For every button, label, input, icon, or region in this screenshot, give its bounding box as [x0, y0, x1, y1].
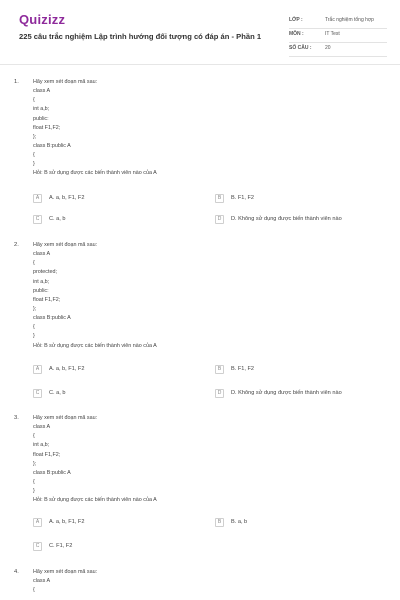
- question-text: [33, 414, 373, 505]
- question-line: int a,b;: [33, 442, 50, 449]
- option-text: C. F1, F2: [49, 543, 73, 549]
- question-text: [33, 568, 373, 595]
- option-text: A. a, b, F1, F2: [49, 195, 85, 201]
- meta-row-subject: [289, 28, 387, 43]
- question-line: Hỏi: B sử dụng được các biến thành viên nào của A: [33, 497, 157, 504]
- question-line: Hỏi: B sử dụng được các biến thành viên nào của A: [33, 342, 157, 349]
- question-line: class B:public A: [33, 469, 71, 476]
- option-letter-box: A: [33, 194, 42, 203]
- option-letter-box: A: [33, 518, 42, 527]
- meta-label: LỚP :: [289, 17, 303, 23]
- question-line: float F1,F2;: [33, 124, 61, 131]
- meta-value: IT Test: [325, 31, 340, 37]
- question-line: class A: [33, 251, 51, 258]
- question-text: [33, 241, 373, 351]
- option-letter-box: B: [215, 365, 224, 374]
- question-line: {: [33, 433, 35, 440]
- option-text: C. a, b: [49, 390, 66, 396]
- question-line: class B:public A: [33, 315, 71, 322]
- meta-label: SỐ CÂU :: [289, 45, 312, 51]
- option-letter-box: B: [215, 194, 224, 203]
- question-line: class A: [33, 424, 51, 431]
- question-line: {: [33, 260, 35, 267]
- option-letter-box: C: [33, 542, 42, 551]
- option-text: B. F1, F2: [231, 366, 255, 372]
- question-line: float F1,F2;: [33, 296, 61, 303]
- quizizz-logo[interactable]: Quizizz: [19, 12, 66, 27]
- question-line: {: [33, 97, 35, 104]
- option-letter-box: C: [33, 389, 42, 398]
- question-line: Hỏi: B sử dụng được các biến thành viên nào của A: [33, 170, 157, 177]
- question-line: protected;: [33, 269, 57, 276]
- question-text: [33, 78, 373, 179]
- question-line: class B:public A: [33, 142, 71, 149]
- question-line: {: [33, 324, 35, 331]
- option-text: D. Không sử dụng được biến thành viên nào: [231, 216, 342, 222]
- question-line: Hãy xem xét đoạn mã sau:: [33, 569, 98, 575]
- question-line: int a,b;: [33, 106, 50, 113]
- question-line: }: [33, 161, 35, 168]
- document-title: 225 câu trắc nghiệm Lập trình hướng đối tượng có đáp án - Phần 1: [19, 32, 262, 41]
- question-line: float F1,F2;: [33, 451, 61, 458]
- question-line: public:: [33, 115, 49, 122]
- question-line: class A: [33, 578, 51, 585]
- question-line: }: [33, 333, 35, 340]
- question-line: public:: [33, 287, 49, 294]
- option-letter-box: D: [215, 389, 224, 398]
- question-line: }: [33, 488, 35, 495]
- option-text: D. Không sử dụng được biến thành viên nào: [231, 390, 342, 396]
- option-letter-box: B: [215, 518, 224, 527]
- option-letter-box: A: [33, 365, 42, 374]
- question-line: };: [33, 133, 37, 140]
- option-text: A. a, b, F1, F2: [49, 519, 85, 525]
- option-letter-box: C: [33, 215, 42, 224]
- question-line: };: [33, 460, 37, 467]
- option-text: B. a, b: [231, 519, 248, 525]
- meta-value: Trắc nghiệm tổng hợp: [325, 17, 374, 23]
- question-line: Hãy xem xét đoạn mã sau:: [33, 242, 98, 248]
- question-line: };: [33, 305, 37, 312]
- meta-row-question-count: [289, 42, 387, 57]
- option-text: B. F1, F2: [231, 195, 255, 201]
- meta-row-class: [289, 14, 387, 29]
- question-line: {: [33, 587, 35, 594]
- question-line: class A: [33, 88, 51, 95]
- question-number: 2.: [14, 242, 19, 248]
- question-number: 3.: [14, 415, 19, 421]
- worksheet-header: [0, 0, 400, 65]
- question-line: Hãy xem xét đoạn mã sau:: [33, 415, 98, 421]
- question-line: int a,b;: [33, 278, 50, 285]
- option-text: A. a, b, F1, F2: [49, 366, 85, 372]
- meta-value: 20: [325, 45, 331, 51]
- question-line: {: [33, 478, 35, 485]
- question-number: 1.: [14, 79, 19, 85]
- option-letter-box: D: [215, 215, 224, 224]
- meta-label: MÔN :: [289, 31, 304, 37]
- question-number: 4.: [14, 569, 19, 575]
- question-line: {: [33, 152, 35, 159]
- question-line: Hãy xem xét đoạn mã sau:: [33, 79, 98, 85]
- option-text: C. a, b: [49, 216, 66, 222]
